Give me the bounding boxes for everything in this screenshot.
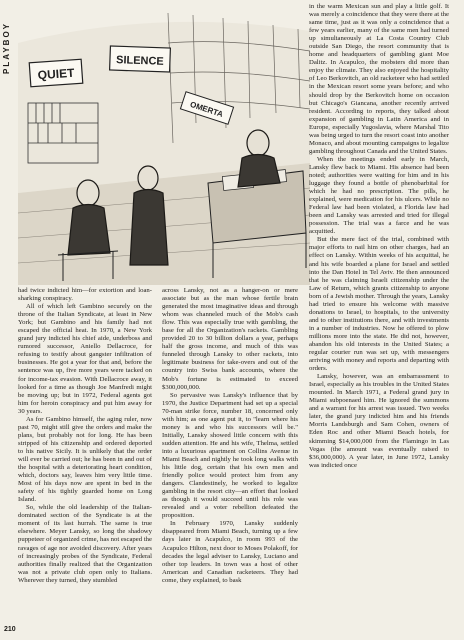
paragraph: In February 1970, Lansky suddenly disappeared from Miami Beach, turning up a few days later in Acapulco, in room 993 of the Acapulco Hilton, next door to Moses Polakoff, for decades the legal adviser to Lansky, Luciano and other top leaders. In town was a host of other American and Canadian racketeers. They had come, they explained, to bask [162, 520, 298, 584]
text-column-1 [18, 287, 152, 585]
paragraph: So, while the old leadership of the Italian-dominated section of the Syndicate is at the moment of its last hurrah. The same is true elsewhere. Meyer Lansky, so long the shadowy puppeteer of organized crime, has not escaped the ravages of age nor avoided discovery. After years of increasingly probes of the Syndicate, Federal authorities finally realized that the Organization was not a private club open only to Italians. Wherever they turned, they stumbled [18, 504, 152, 584]
omerta-sign-text: OMERTA [188, 99, 225, 119]
page-number: 210 [4, 626, 16, 633]
cartoon-illustration [18, 3, 310, 285]
paragraph: All of which left Gambino securely on the throne of the Italian Syndicate, at least in New York; but Gambino and his family had not escaped the official heat. In 1970, a New York grand jury indicted his chief aide, underboss and rumored successor, Aniello Dellacroce, for refusing to testify about gangster infiltration of businesses. He got a year for that and, before the sentence was up, five more years were tacked on for income-tax evasion. With Dellacroce away, it looked for a time as though Joe Manfredi might be moving up; but in 1972, Federal agents got him for heroin conspiracy and put him away for 30 years. [18, 303, 152, 415]
paragraph: So pervasive was Lansky's influence that by 1970, the Justice Department had set up a special 70-man strike force, number 18, concerned only with him; as one agent put it, to "learn where his money is and who his successors will be." Initially, Lansky showed little concern with this sudden attention. He and his wife, Thelma, settled into a luxurious apartment on Collins Avenue in Miami Beach and nightly he took long walks with his little dog, certain that his own men and friendly police would protect him from any dangers. Clandestinely, he worked to legalize gambling in the resort city—an effort that looked as though it would succeed until his role was revealed and a voter rebellion defeated the proposition. [162, 391, 298, 520]
paragraph: Lansky, however, was an embarrassment to Israel, especially as his troubles in the United States mounted. In March 1971, a Federal grand jury in Miami subpoenaed him. He ignored the summons and a warrant for his arrest was issued. Two weeks later, the grand jury indicted him and his friends Morris Landsburgh and Sam Cohen, owners of Eden Roc and other Miami Beach hotels, for skimming $14,000,000 from the Flamingo in Las Vegas (the amount was eventually raised to $36,000,000). A year later, in June 1972, Lansky was indicted once [309, 373, 449, 469]
silence-sign-text: SILENCE [115, 54, 164, 68]
paragraph: had twice indicted him—for extortion and loan-sharking conspiracy. [18, 287, 152, 303]
paragraph: But the mere fact of the trial, combined with major efforts to nail him on other charges, had an effect on Lansky. Within weeks of his acquittal, he and his wife boarded a plane for Israel and settled into the Dan Hotel in Tel Aviv. He then announced that he was claiming Israeli citizenship under the Law of Return, which grants citizenship to anyone born of a Jewish mother. Through the years, Lansky had tried to ensure his welcome with massive donations to Israel, to hospitals, to the university and to other institutions there, and with investments in a number of industries. Now he offered to plow millions more into the state. He did not, however, abandon his old interests in the United States; a regular courier run was set up, with messengers arriving with money and reports and departing with orders. [309, 236, 449, 373]
silence-sign [110, 46, 171, 72]
text-column-3 [309, 3, 449, 470]
paragraph: As for Gambino himself, the aging ruler, now past 70, might still give the orders and make the plans, but probably not for long. He has been stripped of his citizenship and ordered deported to his native Sicily. It is unlikely that the order will ever be carried out; he has been in and out of the hospital with a deteriorating heart condition, which, doctors say, leaves him very little time. Most of his days now are spent in bed in the safety of his tightly guarded home on Long Island. [18, 415, 152, 504]
magazine-brand: PLAYBOY [2, 22, 11, 74]
quiet-sign-text: QUIET [37, 65, 75, 83]
text-column-2 [162, 287, 298, 585]
quiet-sign [29, 59, 83, 87]
paragraph: in the warm Mexican sun and play a little golf. It was merely a coincidence that they were there at the same time, just as it was only a coincidence that a few years earlier, many of the same men had turned up simultaneously at La Costa Country Club outside San Diego, the resort community that is home and headquarters of gambling giant Moe Dalitz. In Acapulco, the mobsters did more than enjoy the climate. They also enjoyed the hospitality of Leo Berkovitch, an old racketeer who had settled in the Mexican resort some years before; and who should drop by the Berkovitch home on occasion but Chicago's Giancana, another recently arrived resident. According to reports, they talked about expansion of gambling in Latin America and in Europe, especially Yugoslavia, where Marshal Tito was being urged to turn the resort coast into another Monaco, and about mounting campaigns to legalize gambling throughout Canada and the United States. [309, 3, 449, 155]
paragraph: across Lansky, not as a hanger-on or mere associate but as the man whose fertile brain generated the most imaginative ideas and through whom was channeled much of the Mob's cash flow. This was especially true with gambling, the base for all the Organization's rackets. Gambling provided 20 to 30 billion dollars a year, perhaps half the gross income, and much of this was funneled through Lansky to other rackets, into legitimate business for take-overs and out of the country into Swiss bank accounts, where the Mob's fortune is estimated to exceed $300,000,000. [162, 287, 298, 391]
paragraph: When the meetings ended early in March, Lansky flew back to Miami. His absence had been noted; authorities were waiting for him and in his luggage they found a bottle of phenobarbital for which he had no prescription. The pills, he explained, were medication for his ulcers. While no Federal law had been violated, a Florida law had been and Lansky was arrested and tried for illegal possession. The trial was a farce and he was acquitted. [309, 155, 449, 236]
